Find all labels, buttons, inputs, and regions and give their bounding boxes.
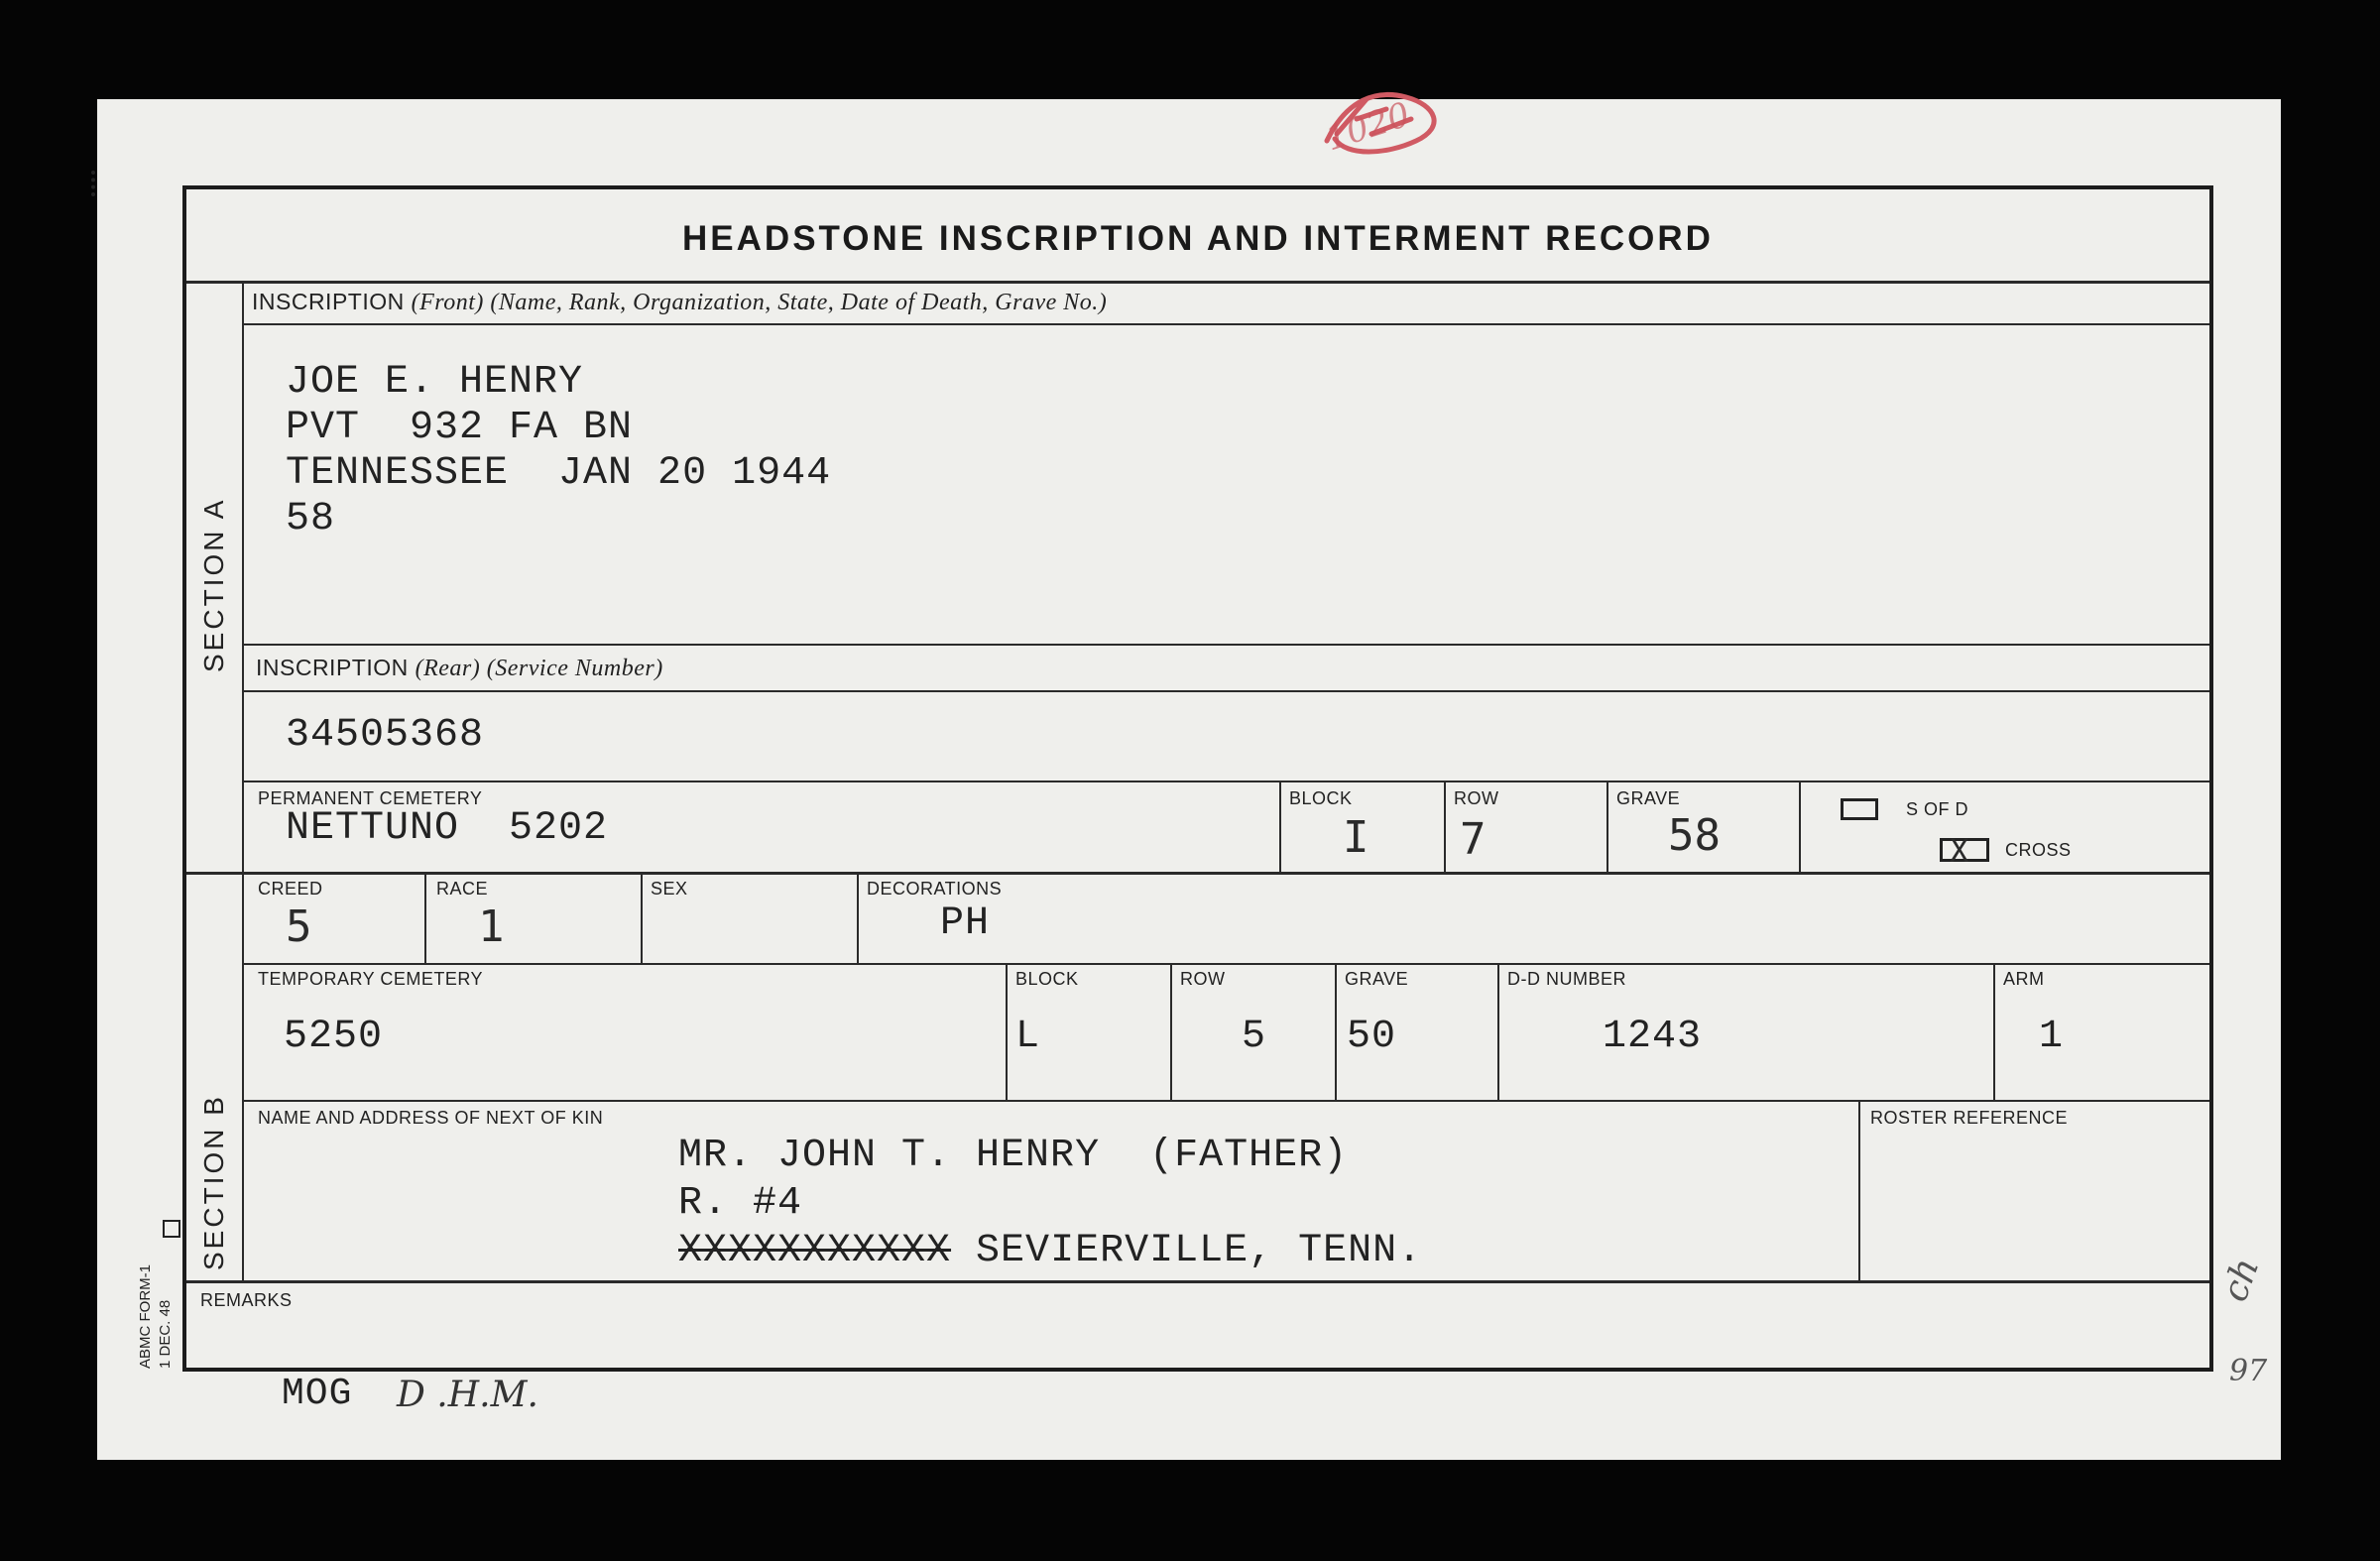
creed-value: 5	[286, 901, 312, 952]
rule-roster	[1858, 1100, 1860, 1280]
rule-kin-top	[242, 1100, 2209, 1102]
temporary-cemetery-label: TEMPORARY CEMETERY	[258, 969, 484, 989]
roster-reference-label: ROSTER REFERENCE	[1870, 1108, 2069, 1128]
permanent-cemetery-label: PERMANENT CEMETERY	[258, 788, 483, 808]
rule-front-label	[242, 323, 2209, 325]
decorations-value: PH	[940, 901, 991, 946]
sex-label: SEX	[651, 879, 688, 899]
permanent-grave-value: 58	[1668, 810, 1721, 861]
inscription-front-label	[252, 289, 1107, 316]
temporary-grave-label: GRAVE	[1345, 969, 1409, 989]
race-value: 1	[478, 901, 505, 952]
rule-race	[424, 872, 426, 963]
inscription-rear-label	[256, 655, 663, 682]
next-of-kin-city: SEVIERVILLE, TENN.	[951, 1229, 1423, 1273]
form-id-line2: 1 DEC. 48	[157, 1299, 174, 1369]
rule-remarks-top	[186, 1280, 2209, 1283]
rule-temp-row	[1170, 963, 1172, 1100]
rule-section-column	[242, 281, 244, 1280]
next-of-kin-label: NAME AND ADDRESS OF NEXT OF KIN	[258, 1108, 604, 1128]
dd-number-value: 1243	[1603, 1015, 1703, 1059]
temporary-block-value: L	[1015, 1015, 1041, 1059]
rule-perm-sofd	[1799, 780, 1801, 872]
inscription-front-line-2: PVT 932 FA BN	[286, 406, 634, 450]
inscription-front-line-4: 58	[286, 497, 336, 541]
permanent-grave-label: GRAVE	[1616, 788, 1681, 808]
rule-section-b	[186, 872, 2209, 875]
arm-label: ARM	[2003, 969, 2045, 989]
rule-perm-row	[1444, 780, 1446, 872]
arm-value: 1	[2039, 1015, 2065, 1059]
next-of-kin-line-3	[678, 1229, 1422, 1273]
dd-number-label: D-D NUMBER	[1507, 969, 1626, 989]
rule-sex	[641, 872, 643, 963]
temporary-row-label: ROW	[1180, 969, 1226, 989]
margin-mark-right-1: ch	[2214, 1253, 2268, 1307]
edge-holes	[91, 171, 101, 196]
inscription-rear-label-detail: (Rear) (Service Number)	[415, 656, 663, 681]
s-of-d-label: S OF D	[1906, 799, 1969, 819]
margin-mark-top-right: 1020	[1320, 94, 1415, 160]
form-id-checkbox	[163, 1220, 180, 1238]
temporary-grave-value: 50	[1347, 1015, 1397, 1059]
next-of-kin-line-2: R. #4	[678, 1181, 803, 1226]
rule-perm-block	[1279, 780, 1281, 872]
rule-temporary-top	[242, 963, 2209, 965]
form-title: HEADSTONE INSCRIPTION AND INTERMENT RECORD	[682, 219, 1714, 258]
inscription-front-label-text: INSCRIPTION	[252, 289, 405, 314]
temporary-block-label: BLOCK	[1015, 969, 1079, 989]
temporary-cemetery-value: 5250	[284, 1015, 384, 1059]
s-of-d-checkbox	[1841, 798, 1878, 820]
form-id-line1: ABMC FORM-1	[137, 1264, 154, 1369]
next-of-kin-struck-text: XXXXXXXXXXX	[678, 1229, 952, 1273]
rule-temp-arm	[1993, 963, 1995, 1100]
permanent-cemetery-value: NETTUNO 5202	[286, 806, 609, 851]
section-b-label: SECTION B	[198, 1094, 229, 1270]
record-card	[97, 94, 2281, 1460]
rule-temp-block	[1006, 963, 1008, 1100]
section-a-label: SECTION A	[198, 497, 229, 672]
rule-rear-label	[242, 690, 2209, 692]
cross-label: CROSS	[2005, 840, 2072, 860]
temporary-row-value: 5	[1242, 1015, 1267, 1059]
inscription-front-label-detail: (Front) (Name, Rank, Organization, State, Date of Death, Grave No.)	[411, 290, 1108, 315]
permanent-block-value: I	[1343, 812, 1369, 863]
rule-permanent-top	[242, 780, 2209, 782]
creed-label: CREED	[258, 879, 323, 899]
rule-decorations	[857, 872, 859, 963]
margin-mark-right-2: 97	[2229, 1354, 2268, 1388]
inscription-rear-label-text: INSCRIPTION	[256, 655, 409, 680]
inscription-front-line-3: TENNESSEE JAN 20 1944	[286, 451, 832, 496]
rule-rear-top	[242, 644, 2209, 646]
decorations-label: DECORATIONS	[867, 879, 1003, 899]
permanent-row-value: 7	[1460, 814, 1487, 865]
next-of-kin-line-1: MR. JOHN T. HENRY (FATHER)	[678, 1134, 1349, 1178]
rule-temp-grave	[1335, 963, 1337, 1100]
cross-check-mark: X	[1950, 832, 1969, 870]
permanent-row-label: ROW	[1454, 788, 1499, 808]
inscription-front-line-1: JOE E. HENRY	[286, 360, 584, 405]
permanent-block-label: BLOCK	[1289, 788, 1353, 808]
record-frame	[182, 185, 2213, 1372]
remarks-label: REMARKS	[200, 1290, 293, 1310]
rule-temp-dd	[1497, 963, 1499, 1100]
footer-initials: MOG	[282, 1373, 353, 1415]
service-number: 34505368	[286, 713, 485, 758]
race-label: RACE	[436, 879, 489, 899]
rule-title	[186, 281, 2209, 284]
rule-perm-grave	[1606, 780, 1608, 872]
footer-signature: D .H.M.	[397, 1375, 538, 1415]
